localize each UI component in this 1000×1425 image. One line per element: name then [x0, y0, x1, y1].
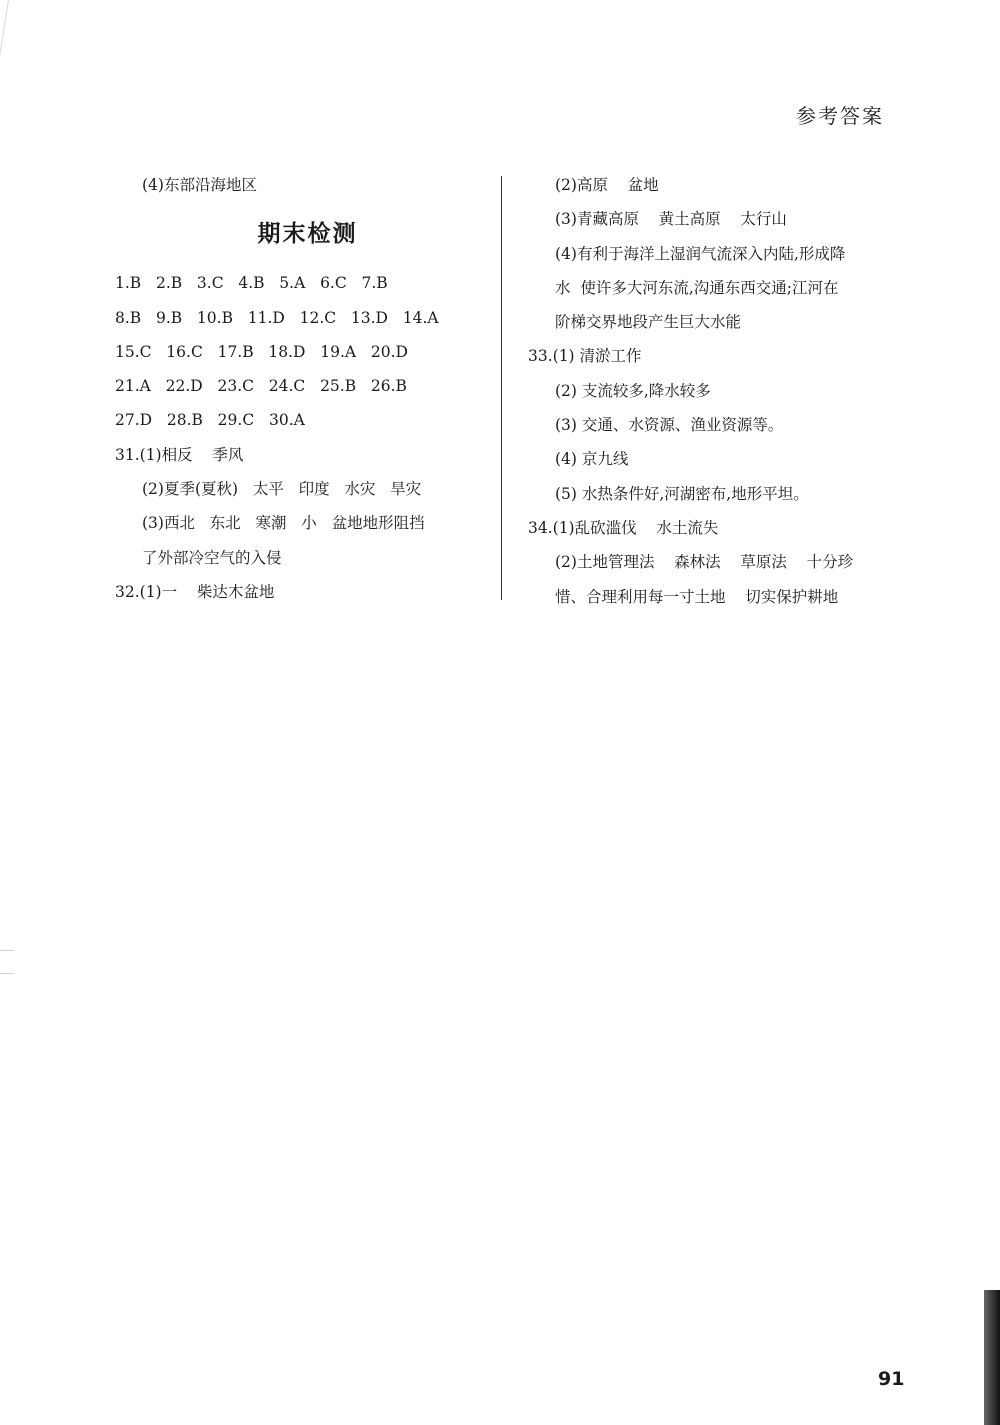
answer-line: (2)高原 盆地: [555, 176, 659, 194]
left-column-intro: [115, 168, 490, 202]
answer-line: 惜、合理利用每一寸土地 切实保护耕地: [555, 587, 839, 606]
answer-line: (2) 支流较多,降水较多: [555, 381, 711, 400]
right-column-answers: [528, 168, 893, 614]
answer-line: 水 使许多大河东流,沟通东西交通;江河在: [555, 278, 839, 297]
binding-margin-line: [0, 0, 9, 970]
answer-line: 21.A 22.D 23.C 24.C 25.B 26.B: [115, 377, 407, 396]
answer-line: (4)有利于海洋上湿润气流深入内陆,形成降: [555, 244, 846, 263]
column-divider: [501, 176, 502, 600]
section-title: 期末检测: [257, 221, 358, 248]
answer-line: (3)西北 东北 寒潮 小 盆地地形阻挡: [142, 514, 425, 533]
answer-line: 阶梯交界地段产生巨大水能: [555, 313, 742, 332]
answer-line: 31.(1)相反 季风: [115, 445, 244, 464]
page-number: 91: [878, 1368, 905, 1390]
answer-line: 了外部冷空气的入侵: [142, 548, 282, 567]
answer-line: 33.(1) 清淤工作: [528, 347, 642, 366]
answer-line: 34.(1)乱砍滥伐 水土流失: [528, 518, 719, 537]
answer-line: (4) 京九线: [555, 450, 629, 469]
answer-line: 32.(1)一 柴达木盆地: [115, 582, 275, 601]
answer-line: (5) 水热条件好,河湖密布,地形平坦。: [555, 484, 809, 503]
answer-line: 8.B 9.B 10.B 11.D 12.C 13.D 14.A: [115, 308, 439, 327]
page-header-title: 参考答案: [796, 104, 884, 128]
answer-line: (4)东部沿海地区: [142, 176, 257, 194]
answer-line: (2)夏季(夏秋) 太平 印度 水灾 旱灾: [142, 480, 422, 499]
edge-marks: [0, 950, 14, 974]
answer-line: 1.B 2.B 3.C 4.B 5.A 6.C 7.B: [115, 274, 388, 293]
binding-shadow: [984, 1290, 1000, 1425]
right-column: [528, 168, 893, 614]
left-column-answers: [115, 266, 490, 609]
answer-line: (3)青藏高原 黄土高原 太行山: [555, 210, 787, 229]
left-column: [115, 168, 490, 609]
answer-line: 15.C 16.C 17.B 18.D 19.A 20.D: [115, 342, 408, 361]
answer-line: (3) 交通、水资源、渔业资源等。: [555, 416, 784, 435]
answer-line: (2)土地管理法 森林法 草原法 十分珍: [555, 553, 854, 572]
answer-line: 27.D 28.B 29.C 30.A: [115, 411, 305, 430]
